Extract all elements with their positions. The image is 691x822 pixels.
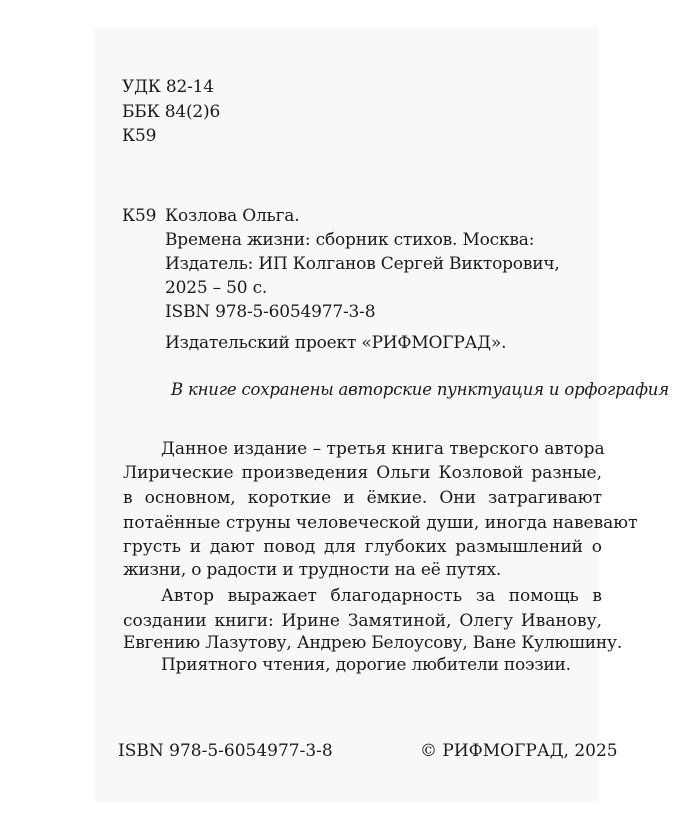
annotation-line: Лирические произведения Ольги Козловой разные, [123,463,602,483]
author-sign: К59 [122,126,157,146]
bbk-code: ББК 84(2)6 [122,102,221,122]
book-imprint-page [95,27,669,802]
annotation-line: потаённые струны человеческой души, иногда навевают [123,513,638,533]
annotation-line: Данное издание – третья книга тверского автора [161,439,605,459]
footer-isbn: ISBN 978-5-6054977-3-8 [118,741,333,761]
annotation-line: грусть и дают повод для глубоких размышлений о [123,537,602,557]
annotation-line: Автор выражает благодарность за помощь в [161,586,602,606]
entry-publisher-line: Издатель: ИП Колганов Сергей Викторович, [165,254,560,274]
annotation-line: Евгению Лазутову, Андрею Белоусову, Ване Кулюшину. [123,633,623,653]
annotation-line: жизни, о радости и трудности на её путях. [123,560,502,580]
annotation-line: в основном, короткие и ёмкие. Они затрагивают [123,488,602,508]
preserved-spelling-note: В книге сохранены авторские пунктуация и орфография [171,380,669,399]
annotation-line: создании книги: Ирине Замятиной, Олегу Иванову, [123,611,602,631]
entry-title-line: Времена жизни: сборник стихов. Москва: [165,230,535,250]
entry-sign: К59 [122,206,157,226]
footer-copyright: © РИФМОГРАД, 2025 [420,741,618,761]
entry-isbn: ISBN 978-5-6054977-3-8 [165,302,376,322]
udk-code: УДК 82-14 [122,77,214,97]
entry-year-pages: 2025 – 50 с. [165,278,268,298]
publishing-project-line: Издательский проект «РИФМОГРАД». [165,333,507,353]
entry-author: Козлова Ольга. [165,206,300,226]
annotation-line: Приятного чтения, дорогие любители поэзии. [161,655,571,675]
